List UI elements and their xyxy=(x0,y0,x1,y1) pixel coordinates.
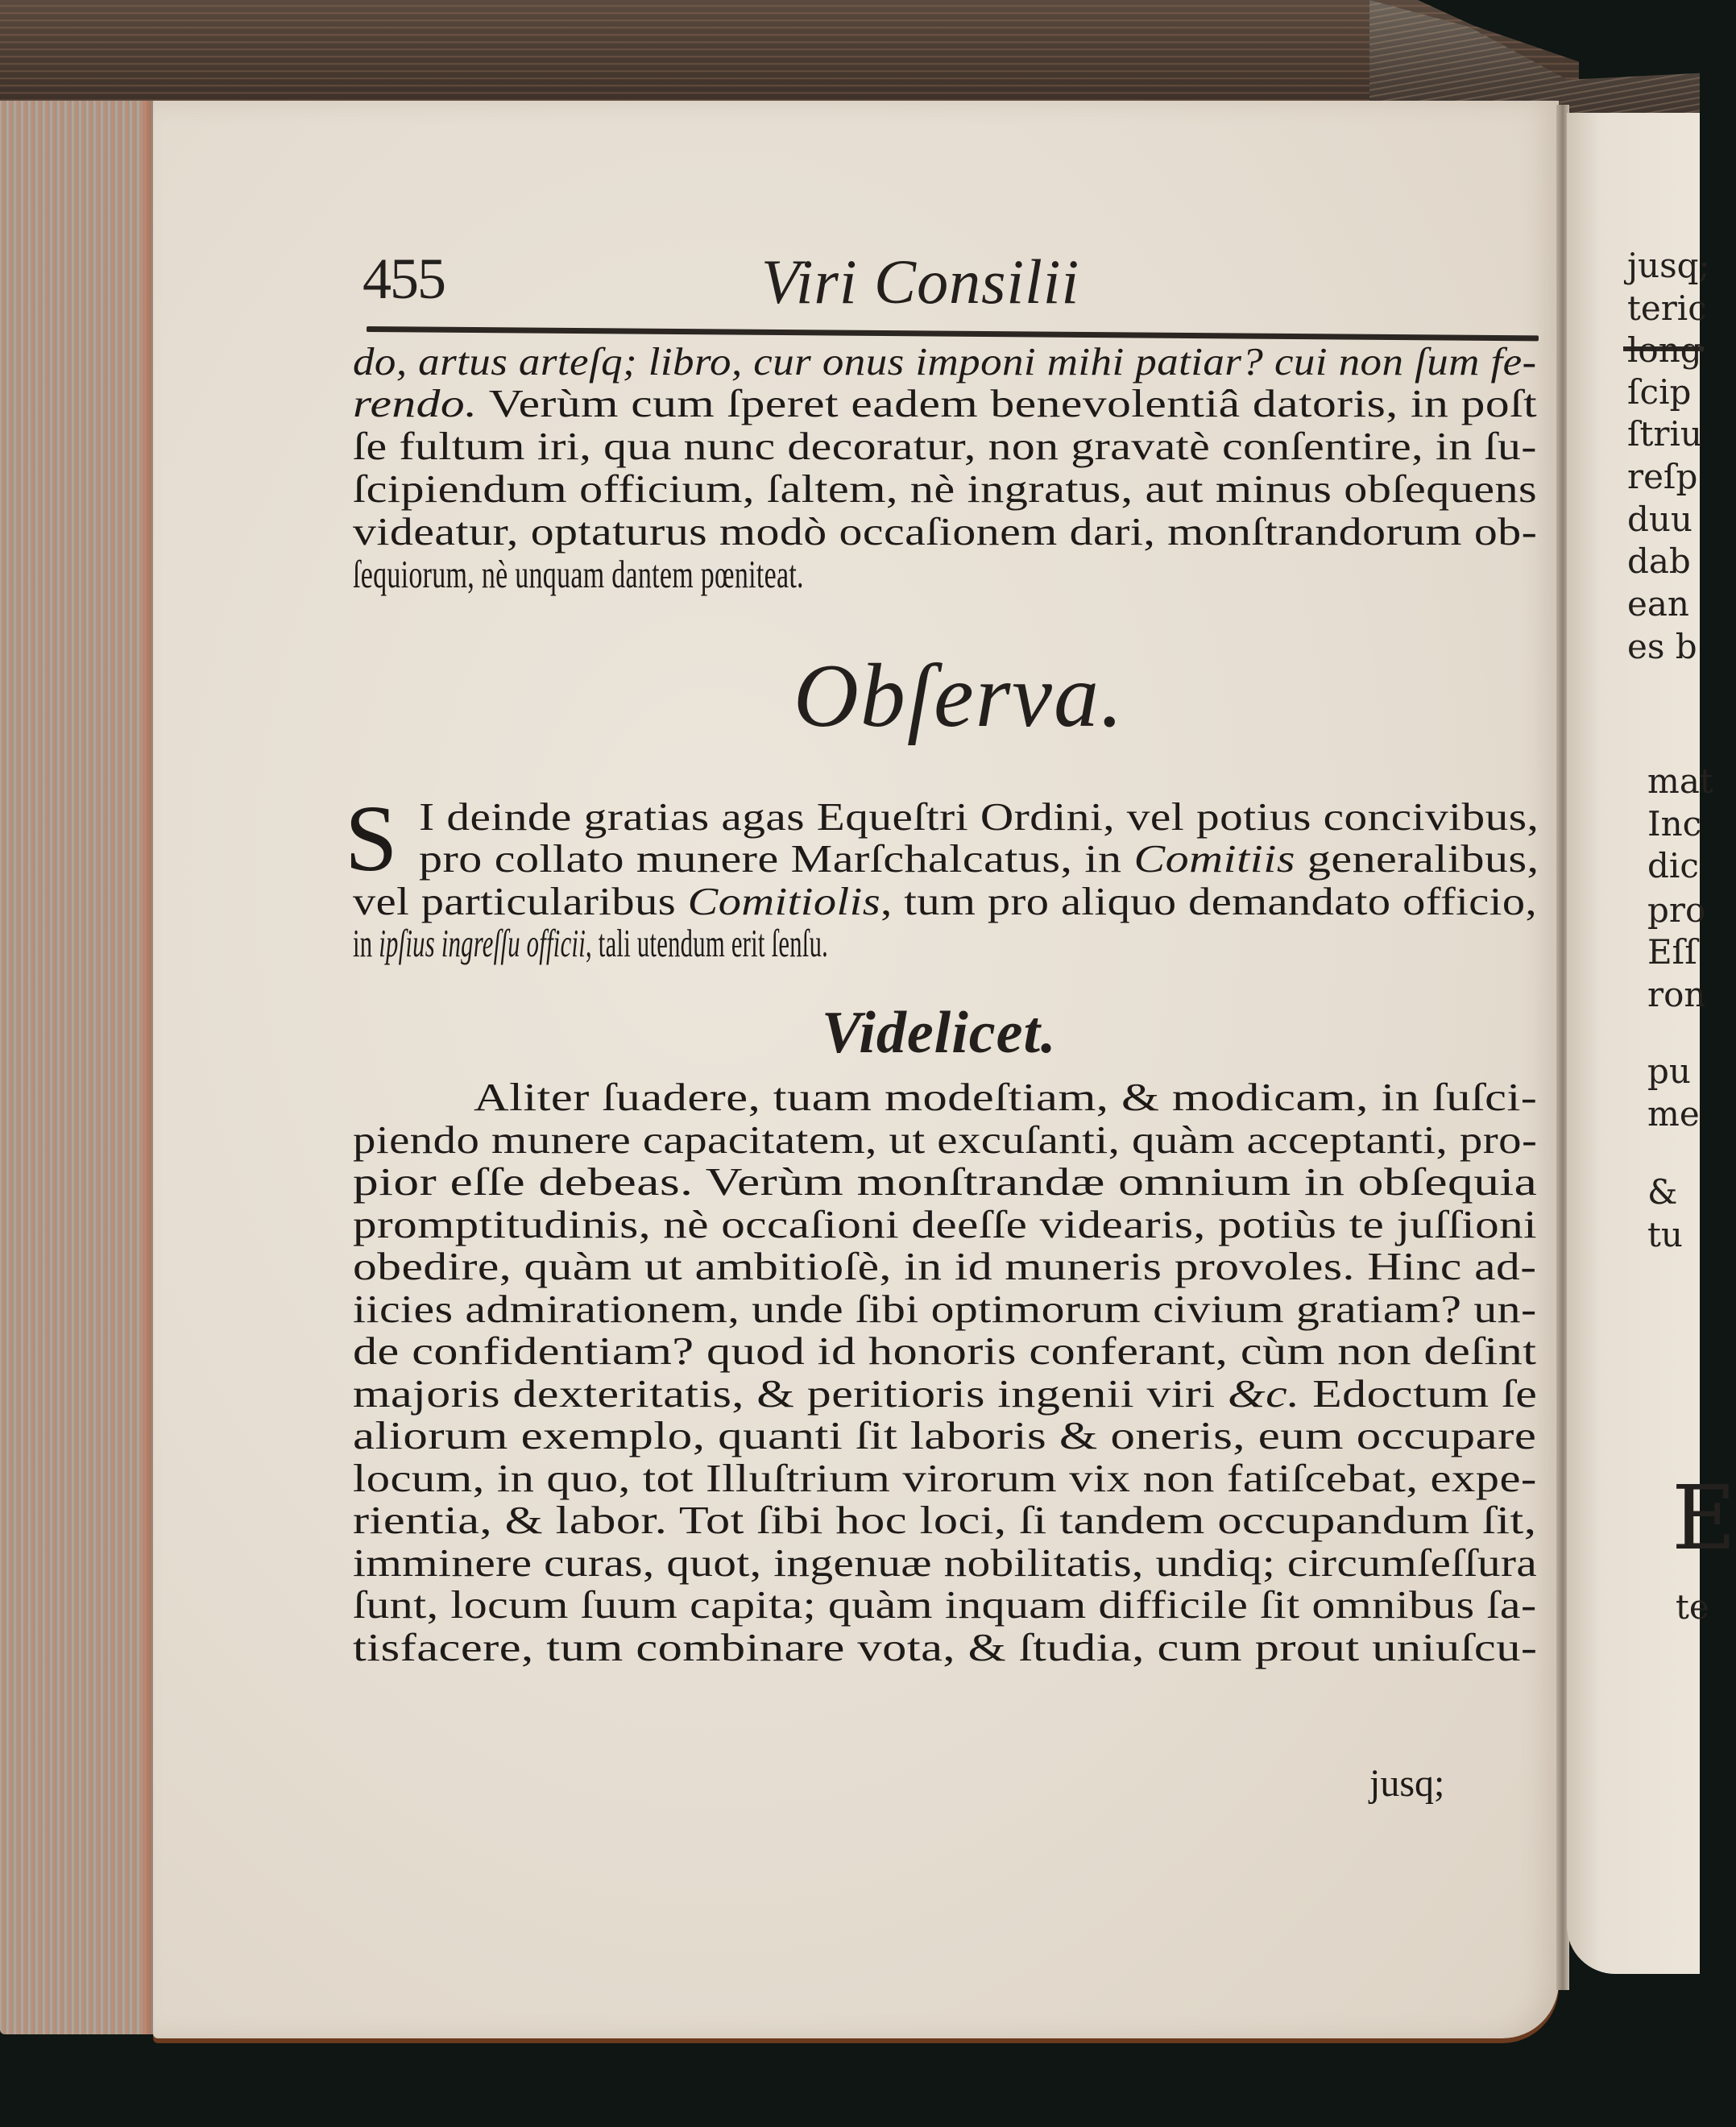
facing-page-text-fragment: pu xyxy=(1647,1051,1691,1091)
facing-page-text-fragment: tu xyxy=(1647,1215,1683,1254)
text-line xyxy=(353,1159,1537,1204)
roman-run: ſe fultum iri, qua nunc decoratur, non gravatè conſentire, in ſu- xyxy=(353,424,1537,468)
text-line xyxy=(353,1201,1537,1247)
text-line xyxy=(353,508,1537,554)
text-line xyxy=(353,338,1537,384)
facing-page-text-fragment: pro xyxy=(1647,890,1706,930)
facing-page-text-fragment: dab xyxy=(1627,541,1691,581)
roman-run: locum, in quo, tot Illuſtrium virorum vix non fatiſcebat, expe- xyxy=(353,1456,1537,1500)
text-line xyxy=(353,1455,1537,1501)
roman-run: promptitudinis, nè occaſioni deeſſe videaris, potiùs te juſſioni xyxy=(353,1202,1538,1246)
text-line xyxy=(474,1074,1537,1120)
text-line xyxy=(353,1582,1537,1627)
facing-page-text-fragment: long xyxy=(1627,330,1702,370)
right-page-fragment xyxy=(1567,113,1736,1974)
facing-page-text-fragment: mat xyxy=(1647,761,1713,801)
roman-run: in xyxy=(353,921,379,965)
text-line xyxy=(353,466,1537,512)
italic-run: &c. xyxy=(1228,1371,1300,1416)
heading-observa: Obſerva. xyxy=(793,646,1125,746)
facing-page-text-fragment: jusq; xyxy=(1627,246,1710,285)
page-number: 455 xyxy=(363,247,445,311)
text-line xyxy=(419,794,1539,840)
text-line xyxy=(353,1624,1538,1670)
running-title: Viri Consilii xyxy=(761,247,1080,317)
roman-run: majoris dexteritatis, & peritioris ingenii viri xyxy=(353,1371,1228,1416)
facing-page-text-fragment: E xyxy=(1672,1466,1736,1569)
facing-page-text-fragment: reſp xyxy=(1627,457,1698,496)
facing-page-text-fragment: ean xyxy=(1627,584,1689,624)
text-line xyxy=(353,920,828,966)
facing-page-text-fragment: teric xyxy=(1627,288,1707,328)
text-line xyxy=(353,1243,1537,1289)
facing-page-text-fragment: Eſſ xyxy=(1647,932,1697,972)
drop-cap: S xyxy=(345,786,398,891)
facing-page-text-fragment: te xyxy=(1676,1587,1709,1627)
facing-page-text-fragment: ſcip xyxy=(1627,372,1692,412)
running-head xyxy=(354,246,1547,326)
roman-run: obedire, quàm ut ambitioſè, in id muneris provoles. Hinc ad- xyxy=(353,1244,1537,1288)
italic-run: Comitiolis xyxy=(687,879,881,923)
text-line xyxy=(353,1328,1536,1374)
roman-run: generalibus, xyxy=(1295,836,1539,881)
roman-run: rientia, & labor. Tot ſibi hoc loci, ſi tandem occupandum ſit, xyxy=(353,1498,1537,1542)
roman-run: Verùm cum ſperet eadem benevolentiâ datoris, in poſt xyxy=(477,381,1538,425)
roman-run: iicies admirationem, unde ſibi optimorum civium gratiam? un- xyxy=(353,1287,1537,1331)
text-line xyxy=(353,380,1537,426)
italic-run: do, artus arteſq; libro, cur onus imponi mihi patiar? cui non ſum fe- xyxy=(353,339,1537,384)
roman-run: piendo munere capacitatem, ut excuſanti, quàm acceptanti, pro- xyxy=(353,1117,1538,1162)
roman-run: , tum pro aliquo demandato officio, xyxy=(880,879,1538,923)
roman-run: vel particularibus xyxy=(353,879,688,923)
italic-run: Comitiis xyxy=(1133,836,1295,881)
roman-run: I deinde gratias agas Equeſtri Ordini, vel potius concivibus, xyxy=(419,794,1539,839)
roman-run: Edoctum ſe xyxy=(1299,1371,1538,1416)
roman-run: , tali utendum erit ſenſu. xyxy=(585,921,829,965)
roman-run: pior eſſe debeas. Verùm monſtrandæ omnium in obſequia xyxy=(353,1159,1538,1204)
text-line xyxy=(419,835,1539,881)
facing-page-text-fragment: es b xyxy=(1627,627,1697,666)
roman-run: aliorum exemplo, quanti ſit laboris & oneris, eum occupare xyxy=(353,1413,1537,1457)
text-line xyxy=(353,1117,1537,1163)
roman-run: pro collato munere Marſchalcatus, in xyxy=(419,836,1134,881)
facing-page-text-fragment: ron xyxy=(1647,975,1706,1014)
roman-run: imminere curas, quot, ingenuæ nobilitatis, undiq; circumſeſſura xyxy=(353,1540,1538,1585)
italic-run: ipſius ingreſſu officii xyxy=(379,921,586,965)
text-line xyxy=(353,1286,1537,1332)
text-line xyxy=(353,1540,1537,1586)
book-top-edge xyxy=(0,0,1579,109)
roman-run: ſunt, locum ſuum capita; quàm inquam difficile ſit omnibus ſa- xyxy=(353,1582,1537,1627)
catchword: jusq; xyxy=(1369,1762,1445,1805)
text-line xyxy=(353,423,1537,469)
roman-run: ſequiorum, nè unquam dantem pœniteat. xyxy=(353,552,804,596)
roman-run: Aliter ſuadere, tuam modeſtiam, & modicam, in ſuſci- xyxy=(474,1075,1538,1119)
facing-page-text-fragment: dic xyxy=(1647,846,1699,885)
facing-page-text-fragment: Inc xyxy=(1647,804,1702,844)
facing-page-text-fragment: ſtriu xyxy=(1627,414,1702,454)
italic-run: rendo. xyxy=(353,381,478,425)
text-line xyxy=(353,1497,1536,1543)
heading-videlicet: Videlicet. xyxy=(822,1000,1057,1066)
text-line xyxy=(353,1370,1537,1416)
text-line xyxy=(353,878,1537,924)
roman-run: de confidentiam? quod id honoris conferant, cùm non deſint xyxy=(353,1329,1537,1373)
facing-page-text-fragment: me xyxy=(1647,1094,1700,1134)
roman-run: tisfacere, tum combinare vota, & ſtudia, cum prout uniuſcu- xyxy=(353,1625,1538,1669)
text-line xyxy=(353,551,804,597)
facing-page-text-fragment: & xyxy=(1647,1172,1678,1212)
roman-run: videatur, optaturus modò occaſionem dari, monſtrandorum ob- xyxy=(353,509,1538,554)
facing-page-text-fragment: duu xyxy=(1627,500,1692,539)
text-line xyxy=(353,1412,1536,1458)
book-fore-edge xyxy=(0,101,153,2034)
roman-run: ſcipiendum officium, ſaltem, nè ingratus, aut minus obſequens xyxy=(353,466,1538,511)
